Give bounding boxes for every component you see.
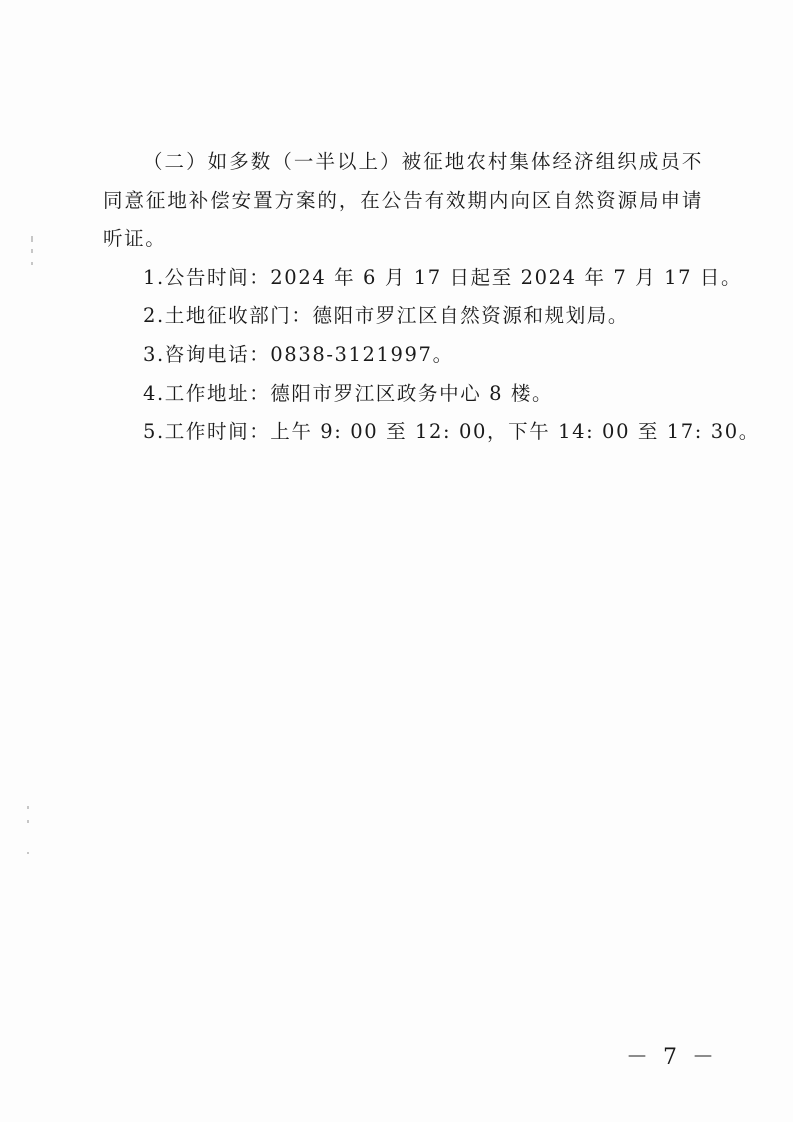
scan-mark [31, 236, 33, 242]
hearing-paragraph: （二）如多数（一半以上）被征地农村集体经济组织成员不同意征地补偿安置方案的，在公告有效期内向区自然资源局申请听证。 [103, 150, 703, 251]
page-number: － 7 － [626, 1045, 718, 1070]
scan-mark [31, 249, 33, 253]
office-hours-item: 5.工作时间：上午 9: 00 至 12: 00，下午 14: 00 至 17: 30。 [143, 420, 760, 444]
scan-mark [27, 852, 29, 854]
office-address-item: 4.工作地址：德阳市罗江区政务中心 8 楼。 [143, 381, 554, 405]
expropriation-department-item: 2.土地征收部门：德阳市罗江区自然资源和规划局。 [143, 304, 630, 328]
announcement-period-item: 1.公告时间：2024 年 6 月 17 日起至 2024 年 7 月 17 日。 [143, 265, 743, 289]
scan-mark [27, 806, 29, 809]
document-body [103, 143, 760, 452]
scan-mark [31, 262, 33, 265]
inquiry-phone-item: 3.咨询电话：0838-3121997。 [143, 342, 454, 366]
scan-mark [27, 820, 29, 823]
